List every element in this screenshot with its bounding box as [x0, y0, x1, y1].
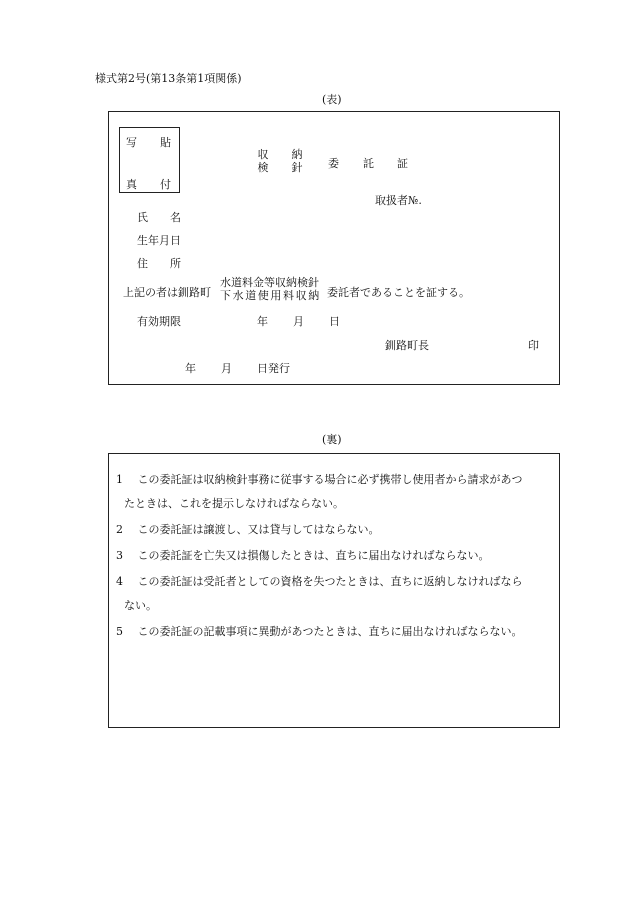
- statement-prefix: 上記の者は釧路町: [123, 286, 211, 299]
- photo-text-3: 真: [126, 178, 137, 191]
- photo-text-2: 貼: [160, 136, 171, 149]
- validity-year: 年: [257, 315, 268, 328]
- title-col1: 収 検: [257, 148, 269, 174]
- validity-label: 有効期限: [137, 315, 181, 328]
- back-item-5: 5 この委託証の記載事項に異動があつたときは、直ちに届出なければならない。: [116, 625, 523, 638]
- back-item-4-cont: ない。: [124, 599, 157, 612]
- address-label: 住 所: [137, 257, 181, 270]
- photo-text-4: 付: [160, 178, 171, 191]
- seal-label: 印: [528, 339, 539, 352]
- back-label: (裏): [322, 433, 342, 446]
- handler-number-label: 取扱者№.: [375, 194, 422, 207]
- form-number: 様式第2号(第13条第1項関係): [95, 72, 242, 85]
- dob-label: 生年月日: [137, 234, 181, 247]
- title-char-5: 証: [397, 157, 408, 170]
- photo-text-1: 写: [126, 136, 137, 149]
- name-label: 氏 名: [137, 211, 181, 224]
- issued-year: 年: [185, 362, 196, 375]
- title-col2: 納 針: [291, 148, 303, 174]
- back-item-4: 4 この委託証は受託者としての資格を失つたときは、直ちに返納しなければなら: [116, 575, 523, 588]
- title-char-4: 託: [363, 157, 374, 170]
- front-label: (表): [322, 93, 342, 106]
- back-item-3: 3 この委託証を亡失又は損傷したときは、直ちに届出なければならない。: [116, 549, 490, 562]
- back-item-2: 2 この委託証は譲渡し、又は貸与してはならない。: [116, 523, 380, 536]
- mayor-label: 釧路町長: [385, 339, 429, 352]
- statement-stack: 水道料金等収納検針 下水道使用料収納: [220, 276, 321, 302]
- issued-day: 日発行: [257, 362, 290, 375]
- title-char-3: 委: [328, 157, 339, 170]
- back-item-1: 1 この委託証は収納検針事務に従事する場合に必ず携帯し使用者から請求があつ: [116, 473, 523, 486]
- statement-suffix: 委託者であることを証する。: [327, 286, 470, 299]
- back-item-1-cont: たときは、これを提示しなければならない。: [124, 497, 344, 510]
- validity-month: 月: [293, 315, 304, 328]
- issued-month: 月: [221, 362, 232, 375]
- validity-day: 日: [329, 315, 340, 328]
- back-card: [108, 453, 560, 728]
